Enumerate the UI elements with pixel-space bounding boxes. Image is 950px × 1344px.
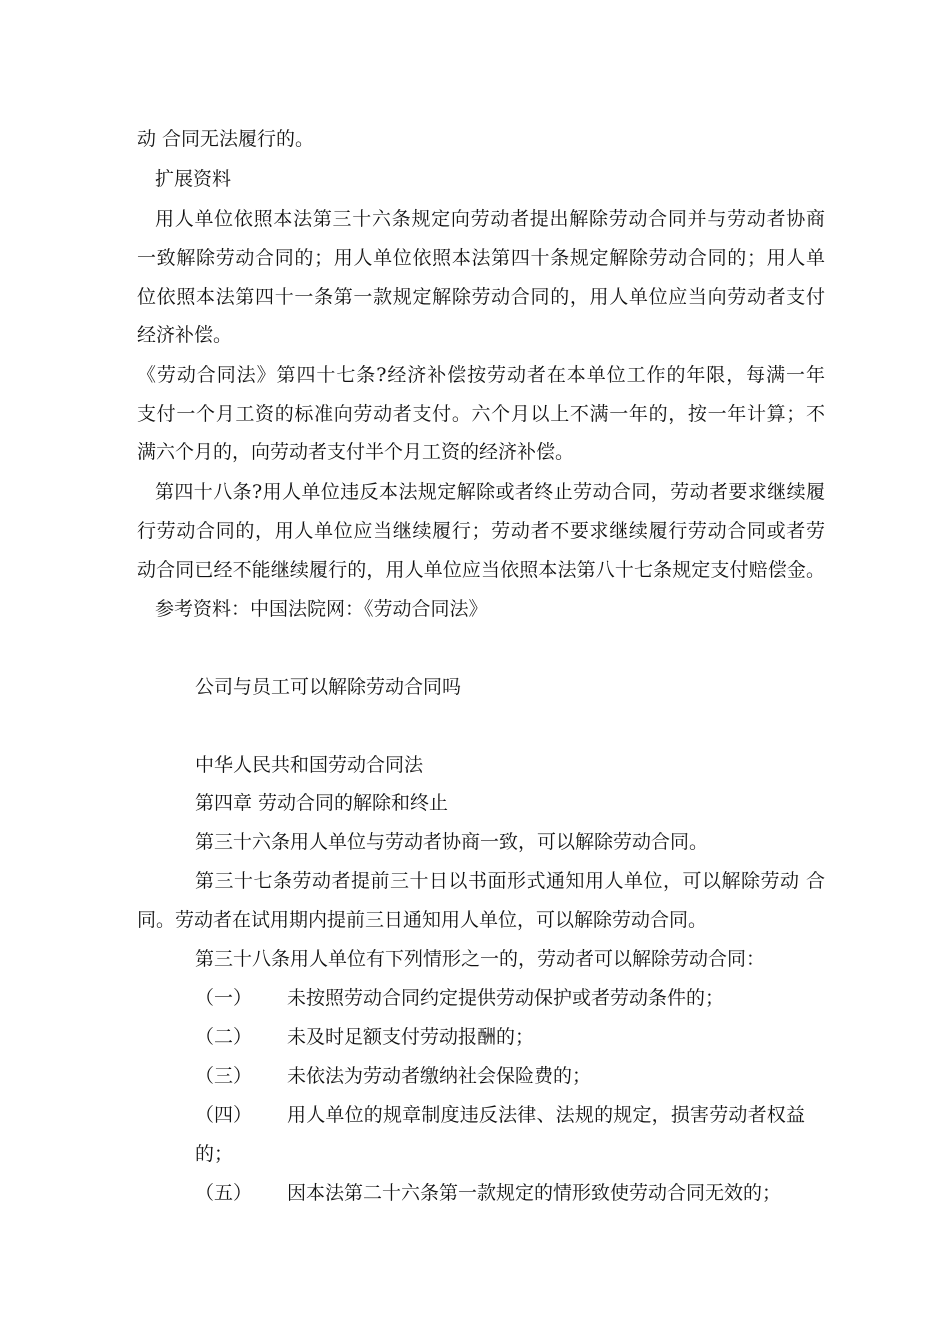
item-text: 未及时足额支付劳动报酬的；	[287, 1026, 535, 1048]
item-number: （三）	[195, 1065, 253, 1087]
text-line: 第四十八条?用人单位违反本法规定解除或者终止劳动合同，劳动者要求继续履	[155, 481, 825, 503]
text-line: 一致解除劳动合同的；用人单位依照本法第四十条规定解除劳动合同的；用人单	[137, 247, 825, 269]
text-line: 动合同已经不能继续履行的，用人单位应当依照本法第八十七条规定支付赔偿金。	[137, 559, 825, 581]
item-number: （二）	[195, 1026, 253, 1048]
item-number: （五）	[195, 1182, 253, 1204]
text-line: 用人单位依照本法第三十六条规定向劳动者提出解除劳动合同并与劳动者协商	[155, 208, 825, 230]
item-text-continuation: 的；	[195, 1143, 234, 1165]
law-name: 中华人民共和国劳动合同法	[195, 754, 424, 776]
text-line: 位依照本法第四十一条第一款规定解除劳动合同的，用人单位应当向劳动者支付	[137, 286, 825, 308]
section-title: 公司与员工可以解除劳动合同吗	[195, 676, 462, 698]
text-line: 《劳动合同法》第四十七条?经济补偿按劳动者在本单位工作的年限，每满一年	[137, 364, 825, 386]
article-36: 第三十六条用人单位与劳动者协商一致，可以解除劳动合同。	[195, 831, 709, 853]
item-text: 因本法第二十六条第一款规定的情形致使劳动合同无效的；	[287, 1182, 782, 1204]
item-number: （四）	[195, 1104, 253, 1126]
article-38: 第三十八条用人单位有下列情形之一的，劳动者可以解除劳动合同：	[195, 948, 766, 970]
item-text: 未按照劳动合同约定提供劳动保护或者劳动条件的；	[287, 987, 725, 1009]
text-line: 支付一个月工资的标准向劳动者支付。六个月以上不满一年的，按一年计算；不	[137, 403, 825, 425]
text-line: 经济补偿。	[137, 324, 233, 346]
article-37-continuation: 同。劳动者在试用期内提前三日通知用人单位，可以解除劳动合同。	[137, 909, 708, 931]
text-line: 动 合同无法履行的。	[137, 128, 315, 150]
section-heading: 扩展资料	[155, 168, 232, 190]
text-line: 满六个月的，向劳动者支付半个月工资的经济补偿。	[137, 441, 575, 463]
item-text: 用人单位的规章制度违反法律、法规的规定，损害劳动者权益	[287, 1104, 805, 1126]
reference-line: 参考资料：中国法院网：《劳动合同法》	[155, 598, 488, 620]
item-number: （一）	[195, 987, 253, 1009]
chapter-title: 第四章 劳动合同的解除和终止	[195, 792, 449, 814]
text-line: 行劳动合同的，用人单位应当继续履行；劳动者不要求继续履行劳动合同或者劳	[137, 520, 825, 542]
item-text: 未依法为劳动者缴纳社会保险费的；	[287, 1065, 592, 1087]
article-37: 第三十七条劳动者提前三十日以书面形式通知用人单位，可以解除劳动 合	[195, 870, 825, 892]
